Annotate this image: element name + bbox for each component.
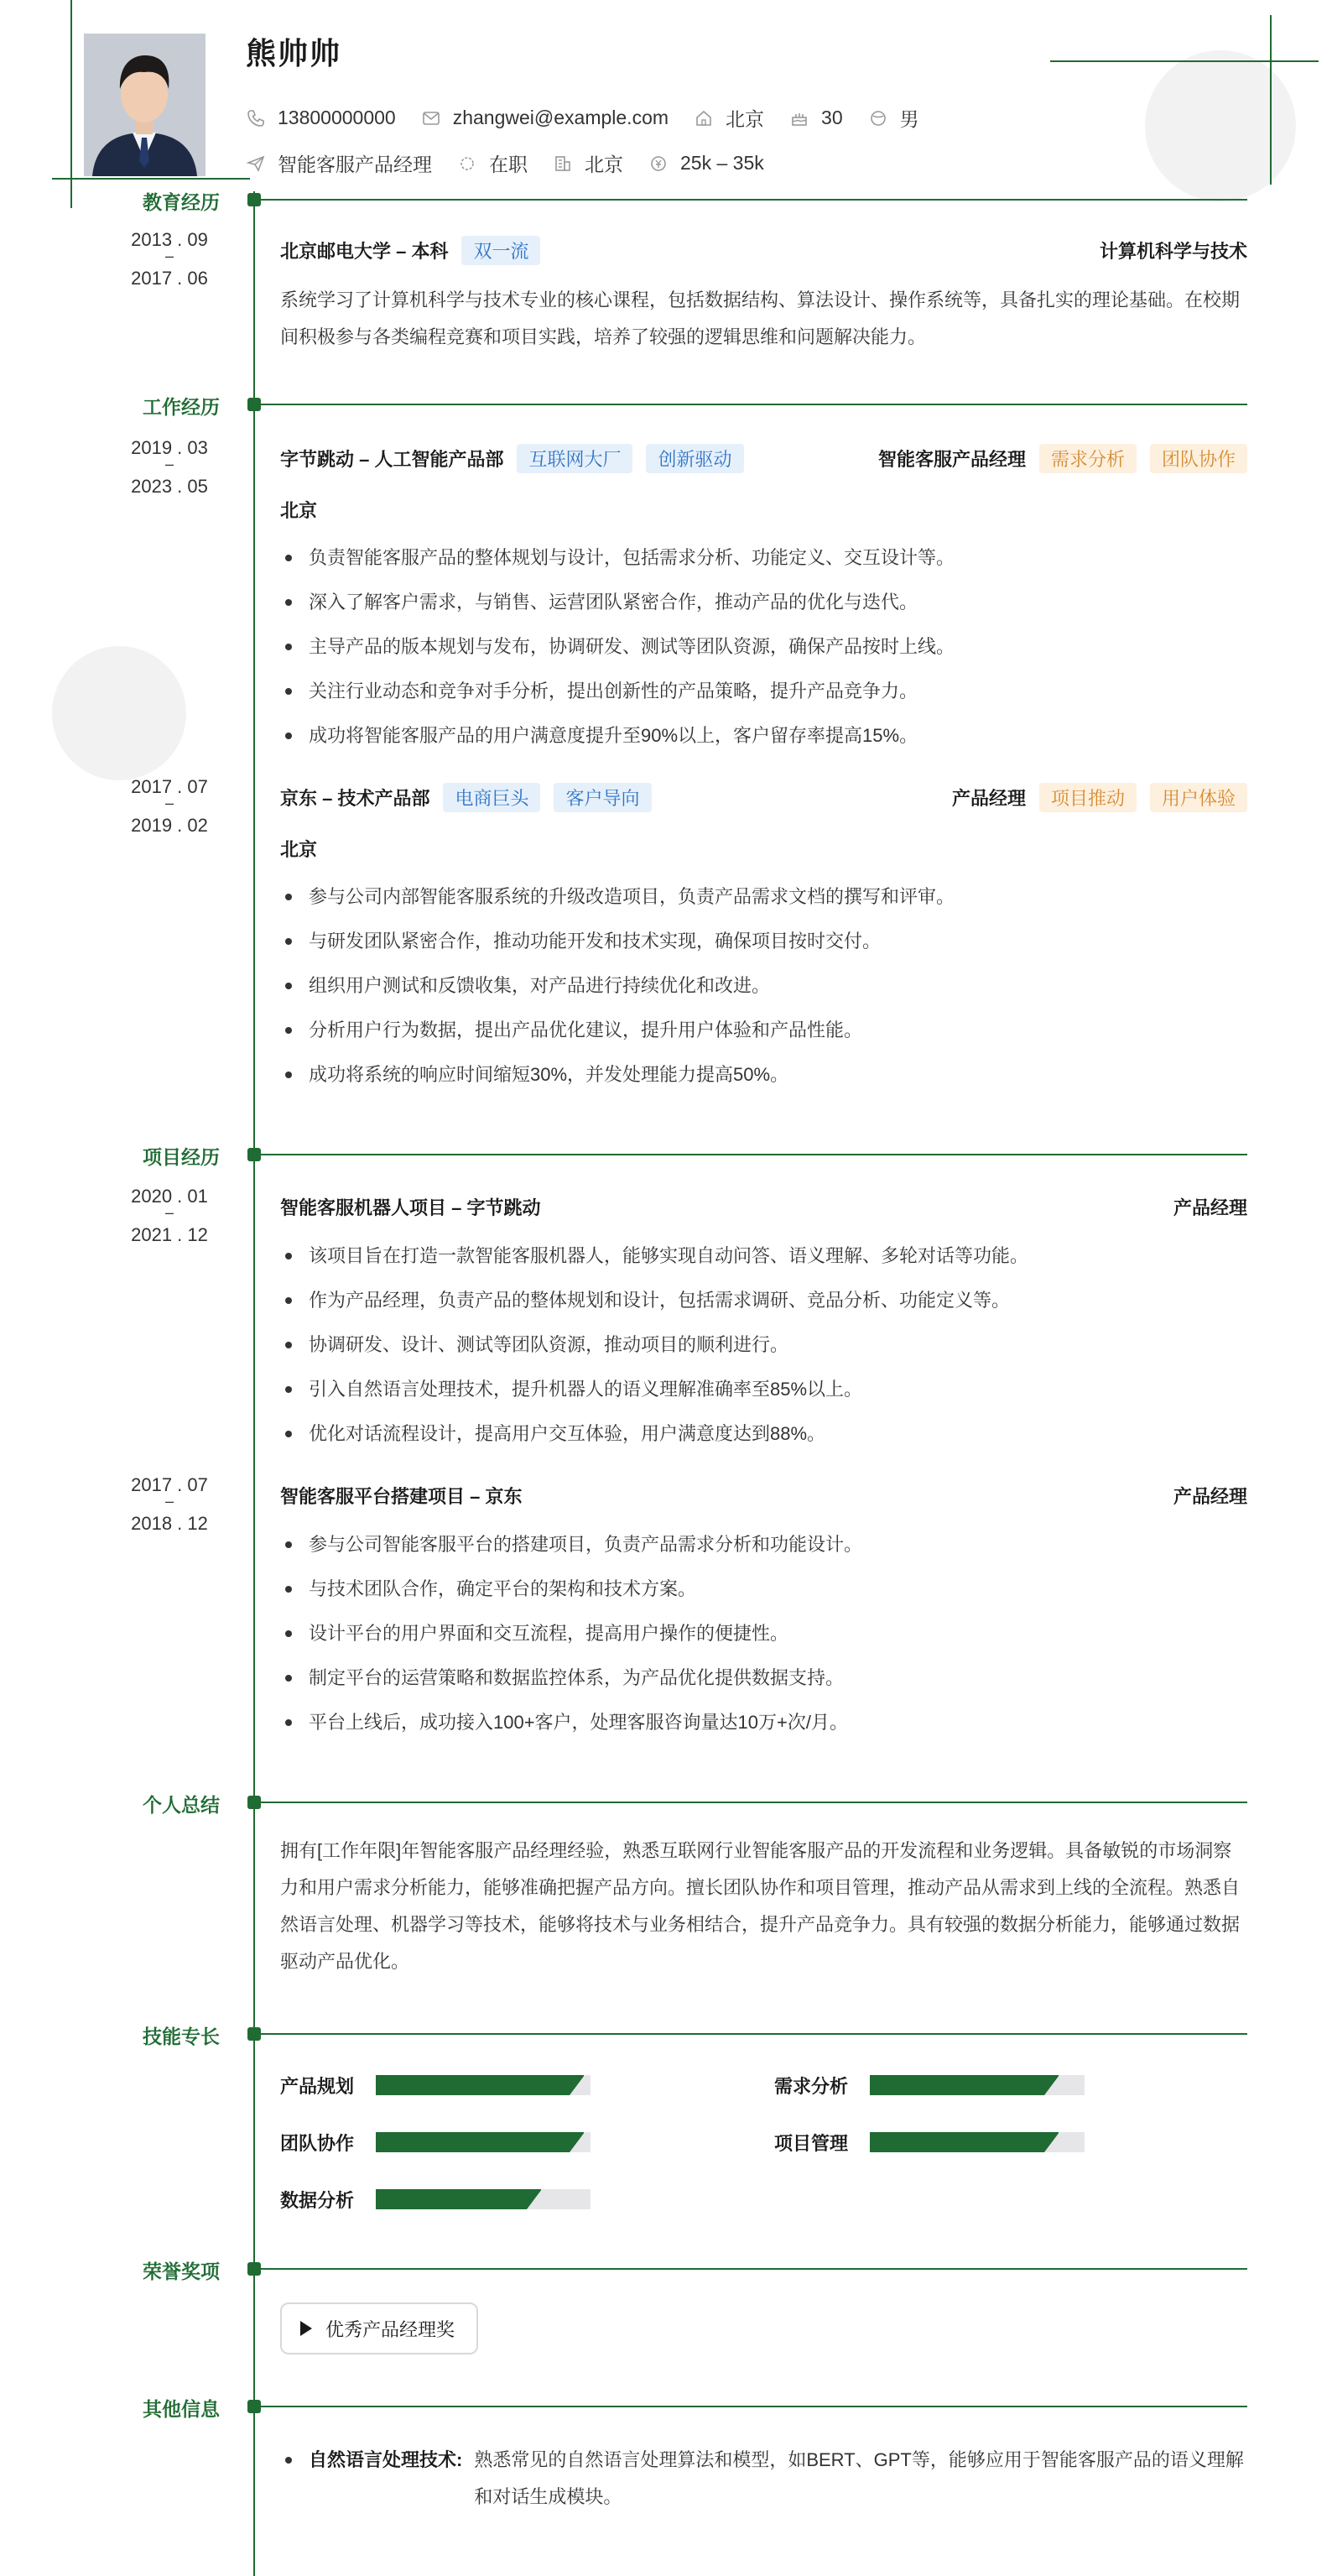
date-dash: –: [164, 456, 174, 472]
section-title: 个人总结: [143, 1794, 220, 1816]
date-start: 2019 . 03: [131, 437, 208, 458]
section-divider: [261, 2033, 1247, 2035]
school-tag: 双一流: [461, 236, 540, 265]
section-summary: [0, 1786, 1332, 1819]
money-icon: [648, 154, 669, 174]
company-tag: 创新驱动: [646, 444, 743, 473]
project-role: 产品经理: [1173, 1197, 1247, 1218]
bullet-dot: [280, 2442, 309, 2516]
job-intent-row: [246, 149, 789, 177]
education-description: 系统学习了计算机科学与技术专业的核心课程，包括数据结构、算法设计、操作系统等，具备扎实的理论基础。在校期间积极参与各类编程竞赛和项目实践，培养了较强的逻辑思维和问题解决能力。: [280, 289, 1241, 347]
hometown-item: [694, 104, 764, 132]
decor-circle-left: [52, 646, 186, 780]
timeline-marker: [247, 2400, 261, 2413]
candidate-name: 熊帅帅: [246, 36, 342, 70]
role-tag: 用户体验: [1150, 783, 1247, 812]
cake-icon: [789, 108, 809, 128]
decor-circle-top-right: [1145, 50, 1296, 201]
work-location: 北京: [280, 500, 318, 521]
profile-photo: [84, 34, 206, 176]
section-divider: [261, 1154, 1247, 1155]
list-item: 参与公司智能客服平台的搭建项目，负责产品需求分析和功能设计。: [280, 1522, 1247, 1567]
contact-info-row: [246, 104, 944, 132]
section-title: 教育经历: [143, 191, 220, 213]
target-city-item: [553, 149, 623, 177]
skill-name: 团队协作: [280, 2132, 355, 2154]
date-dash: –: [164, 1493, 174, 1510]
list-item: 负责智能客服产品的整体规划与设计，包括需求分析、功能定义、交互设计等。: [280, 535, 1247, 580]
decor-line: [1050, 60, 1319, 62]
education-entry-header: [280, 235, 1247, 265]
list-item: 制定平台的运营策略和数据监控体系，为产品优化提供数据支持。: [280, 1656, 1247, 1700]
section-divider: [261, 2406, 1247, 2407]
work-bullets: [280, 874, 1247, 1097]
list-item: 成功将系统的响应时间缩短30%，并发处理能力提高50%。: [280, 1052, 1247, 1097]
section-honors: [0, 2252, 1332, 2286]
award-label: 优秀产品经理奖: [325, 2318, 455, 2340]
list-item: 关注行业动态和竞争对手分析，提出创新性的产品策略，提升产品竞争力。: [280, 669, 1247, 713]
company-tag: 互联网大厂: [517, 444, 632, 473]
mail-icon: [421, 108, 441, 128]
work-bullets: [280, 535, 1247, 758]
skill-bar: [870, 2132, 1085, 2152]
other-info-item: [280, 2442, 1247, 2516]
list-item: 优化对话流程设计，提高用户交互体验，用户满意度达到88%。: [280, 1411, 1247, 1456]
company-tag: 客户导向: [554, 783, 651, 812]
send-icon: [246, 154, 266, 174]
play-icon: [300, 2321, 312, 2336]
skill-fill: [870, 2075, 1059, 2095]
timeline-marker: [247, 2262, 261, 2276]
target-city-value: 北京: [585, 154, 623, 175]
date-end: 2019 . 02: [131, 815, 208, 836]
section-divider: [261, 404, 1247, 405]
project-entry-header: [280, 1480, 1247, 1510]
work-date: [119, 777, 220, 836]
list-item: 组织用户测试和反馈收集，对产品进行持续优化和改进。: [280, 963, 1247, 1008]
date-end: 2021 . 12: [131, 1224, 208, 1245]
section-divider: [261, 199, 1247, 201]
school-title: 北京邮电大学 – 本科: [280, 240, 449, 262]
project-bullets: [280, 1233, 1247, 1456]
company-tag: 电商巨头: [443, 783, 540, 812]
summary-text: 拥有[工作年限]年智能客服产品经理经验，熟悉互联网行业智能客服产品的开发流程和业务逻辑。具备敏锐的市场洞察力和用户需求分析能力，能够准确把握产品方向。擅长团队协作和项目管理，推动产品从需求到上线的全流程。熟悉自然语言处理、机器学习等技术，能够将技术与业务相结合，提升产品竞争力。具有较强的数据分析能力，能够通过数据驱动产品优化。: [280, 1840, 1241, 1972]
project-entry-header: [280, 1192, 1247, 1222]
status-icon: [457, 154, 477, 174]
date-start: 2017 . 07: [131, 776, 208, 797]
skill-item: [280, 2073, 591, 2098]
phone-number[interactable]: 13800000000: [278, 107, 396, 128]
date-dash: –: [164, 1204, 174, 1221]
date-start: 2017 . 07: [131, 1474, 208, 1495]
list-item: 与研发团队紧密合作，推动功能开发和技术实现，确保项目按时交付。: [280, 919, 1247, 963]
skill-fill: [376, 2132, 584, 2152]
job-role: 智能客服产品经理: [877, 448, 1026, 470]
section-title: 其他信息: [143, 2398, 220, 2420]
company-title: 京东 – 技术产品部: [280, 787, 430, 809]
decor-line: [52, 178, 250, 180]
role-tag: 团队协作: [1150, 444, 1247, 473]
timeline-marker: [247, 1796, 261, 1809]
section-title: 技能专长: [143, 2026, 220, 2047]
phone-icon: [246, 108, 266, 128]
skill-item: [280, 2187, 591, 2212]
list-item: 成功将智能客服产品的用户满意度提升至90%以上，客户留存率提高15%。: [280, 713, 1247, 758]
home-icon: [694, 108, 714, 128]
date-dash: –: [164, 248, 174, 264]
status-item: [457, 149, 528, 177]
project-role: 产品经理: [1173, 1485, 1247, 1507]
project-date: [119, 1186, 220, 1245]
work-entry-header: [280, 443, 1247, 473]
date-start: 2020 . 01: [131, 1186, 208, 1207]
section-skills: [0, 2017, 1332, 2051]
project-title: 智能客服平台搭建项目 – 京东: [280, 1485, 523, 1507]
list-item: 协调研发、设计、测试等团队资源，推动项目的顺利进行。: [280, 1322, 1247, 1367]
target-position-value: 智能客服产品经理: [278, 154, 432, 175]
skill-name: 产品规划: [280, 2075, 355, 2097]
role-tag: 项目推动: [1039, 783, 1137, 812]
award-badge: [280, 2302, 478, 2354]
email-address[interactable]: zhangwei@example.com: [452, 107, 669, 128]
section-projects: [0, 1138, 1332, 1171]
skill-item: [774, 2073, 1085, 2098]
timeline-marker: [247, 1148, 261, 1161]
skill-bar: [376, 2075, 591, 2095]
section-divider: [261, 2268, 1247, 2270]
salary-item: [648, 152, 764, 175]
job-role: 产品经理: [951, 787, 1026, 809]
skill-bar: [376, 2189, 591, 2209]
work-entry-header: [280, 782, 1247, 812]
section-other: [0, 2390, 1332, 2423]
skill-fill: [376, 2189, 541, 2209]
work-location: 北京: [280, 839, 318, 860]
skill-item: [280, 2130, 591, 2155]
skill-fill: [376, 2075, 584, 2095]
skill-name: 项目管理: [774, 2132, 849, 2154]
project-bullets: [280, 1522, 1247, 1744]
skill-bar: [870, 2075, 1085, 2095]
skill-bar: [376, 2132, 591, 2152]
decor-line: [1270, 15, 1272, 185]
company-title: 字节跳动 – 人工智能产品部: [280, 448, 504, 470]
target-position-item: [246, 149, 432, 177]
section-title: 项目经历: [143, 1146, 220, 1168]
email-item: [421, 107, 669, 129]
list-item: 分析用户行为数据，提出产品优化建议，提升用户体验和产品性能。: [280, 1008, 1247, 1052]
list-item: 参与公司内部智能客服系统的升级改造项目，负责产品需求文档的撰写和评审。: [280, 874, 1247, 919]
building-icon: [553, 154, 573, 174]
age-value: 30: [821, 107, 843, 128]
date-end: 2018 . 12: [131, 1513, 208, 1534]
list-item: 与技术团队合作，确定平台的架构和技术方案。: [280, 1567, 1247, 1611]
timeline-marker: [247, 398, 261, 411]
skill-name: 数据分析: [280, 2189, 355, 2211]
major: 计算机科学与技术: [1099, 240, 1247, 262]
other-info-text: 熟悉常见的自然语言处理算法和模型，如BERT、GPT等，能够应用于智能客服产品的语义理解和对话生成模块。: [474, 2449, 1244, 2507]
list-item: 引入自然语言处理技术，提升机器人的语义理解准确率至85%以上。: [280, 1367, 1247, 1411]
list-item: 深入了解客户需求，与销售、运营团队紧密合作，推动产品的优化与迭代。: [280, 580, 1247, 624]
section-education: [0, 183, 1332, 216]
gender-item: [868, 104, 919, 132]
gender-icon: [868, 108, 888, 128]
timeline-marker: [247, 2027, 261, 2041]
skill-fill: [870, 2132, 1059, 2152]
other-info-label: 自然语言处理技术:: [309, 2449, 463, 2470]
section-work: [0, 388, 1332, 421]
list-item: 作为产品经理，负责产品的整体规划和设计，包括需求调研、竞品分析、功能定义等。: [280, 1278, 1247, 1322]
gender-value: 男: [899, 108, 919, 130]
list-item: 设计平台的用户界面和交互流程，提高用户操作的便捷性。: [280, 1611, 1247, 1656]
list-item: 该项目旨在打造一款智能客服机器人，能够实现自动问答、语义理解、多轮对话等功能。: [280, 1233, 1247, 1278]
date-end: 2017 . 06: [131, 268, 208, 289]
role-tag: 需求分析: [1039, 444, 1137, 473]
section-divider: [261, 1802, 1247, 1803]
date-start: 2013 . 09: [131, 229, 208, 250]
skill-name: 需求分析: [774, 2075, 849, 2097]
salary-value: 25k – 35k: [680, 152, 764, 174]
work-date: [119, 438, 220, 497]
timeline-line: [253, 191, 255, 2576]
age-item: [789, 107, 843, 129]
project-date: [119, 1475, 220, 1534]
list-item: 平台上线后，成功接入100+客户，处理客服咨询量达10万+次/月。: [280, 1700, 1247, 1744]
phone-item: [246, 107, 396, 129]
date-end: 2023 . 05: [131, 476, 208, 497]
project-title: 智能客服机器人项目 – 字节跳动: [280, 1197, 541, 1218]
date-dash: –: [164, 795, 174, 811]
education-date: [119, 230, 220, 289]
list-item: 主导产品的版本规划与发布，协调研发、测试等团队资源，确保产品按时上线。: [280, 624, 1247, 669]
section-title: 工作经历: [143, 396, 220, 418]
hometown-value: 北京: [726, 108, 765, 130]
status-value: 在职: [489, 154, 528, 175]
timeline-marker: [247, 193, 261, 206]
decor-line: [70, 0, 72, 208]
section-title: 荣誉奖项: [143, 2261, 220, 2282]
skill-item: [774, 2130, 1085, 2155]
